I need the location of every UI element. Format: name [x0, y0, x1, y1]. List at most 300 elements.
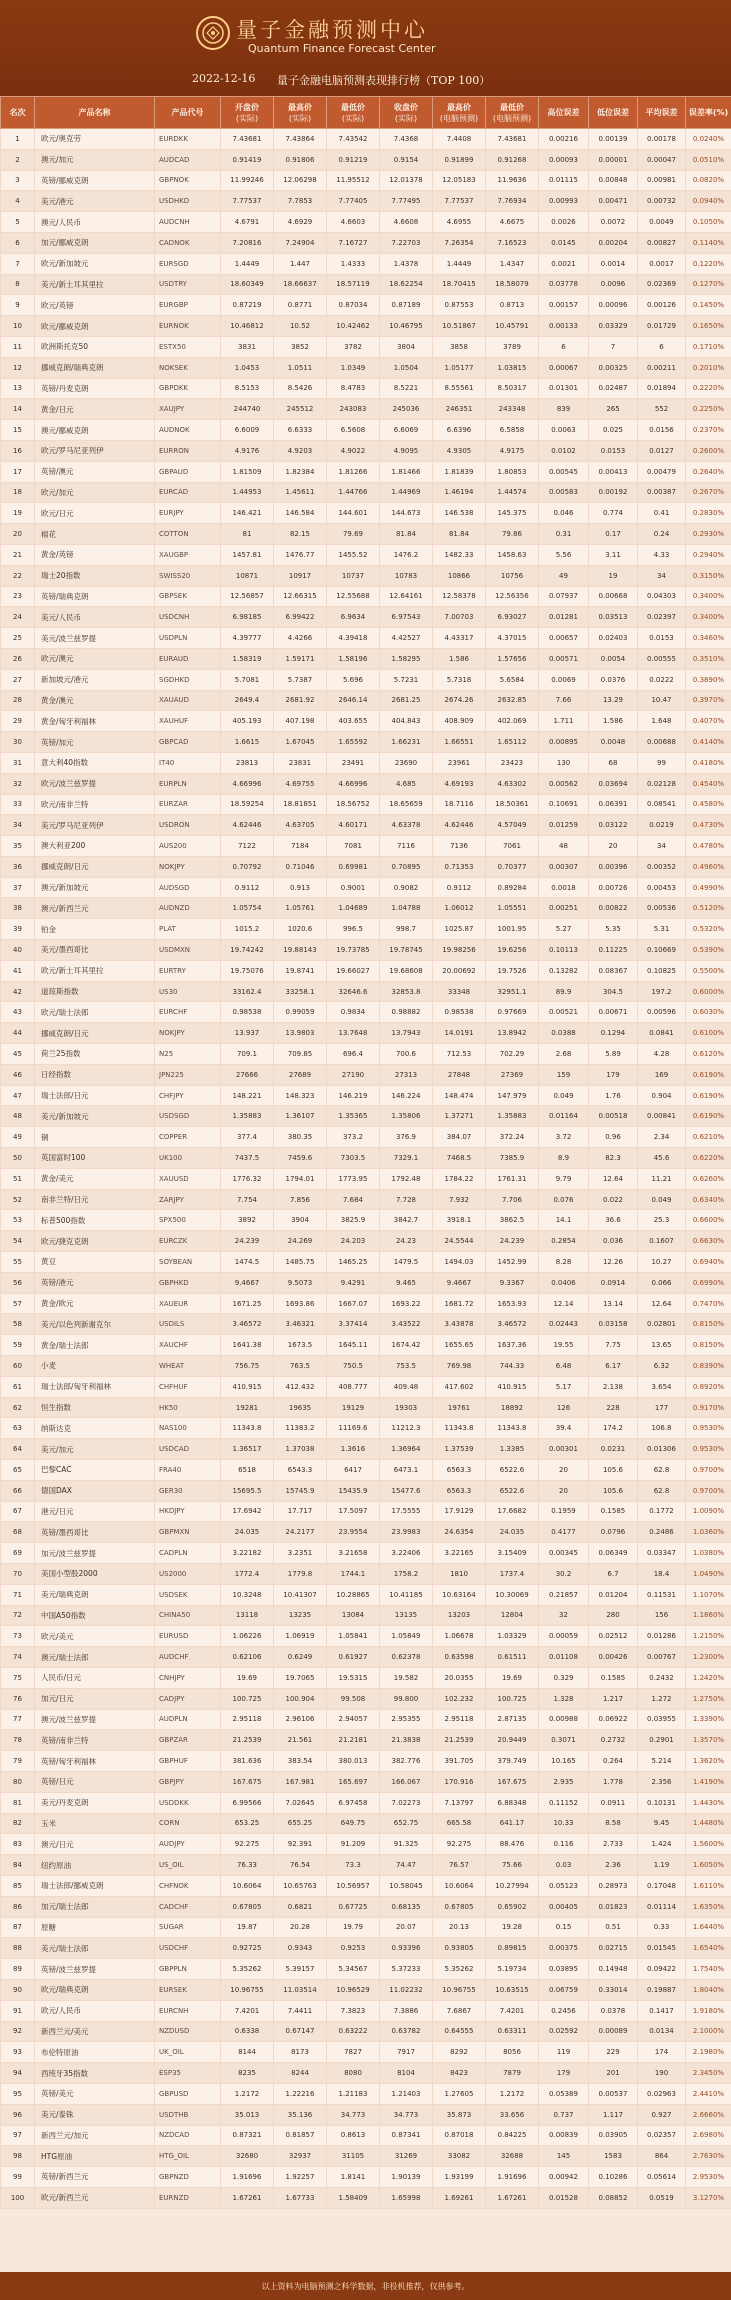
high-error-cell: 126 [539, 1397, 589, 1418]
open-cell: 0.62106 [221, 1647, 274, 1668]
open-cell: 377.4 [221, 1127, 274, 1148]
low-error-cell: 0.03905 [589, 2125, 638, 2146]
product-code-cell: CNHJPY [155, 1667, 221, 1688]
close-cell: 18.62254 [380, 274, 433, 295]
predicted-high-cell: 7136 [433, 836, 486, 857]
product-code-cell: ESTX50 [155, 336, 221, 357]
high-error-cell: 0.05389 [539, 2083, 589, 2104]
predicted-high-cell: 1.06012 [433, 898, 486, 919]
rank-cell: 39 [1, 919, 35, 940]
low-cell: 7827 [327, 2042, 380, 2063]
product-code-cell: EURDKK [155, 129, 221, 150]
table-row [1, 399, 731, 420]
predicted-low-cell: 19.69 [486, 1667, 539, 1688]
avg-error-cell: 0.02397 [638, 607, 686, 628]
rank-cell: 24 [1, 607, 35, 628]
product-name-cell: 英镑/新西兰元 [35, 2167, 155, 2188]
product-code-cell: AUDNOK [155, 420, 221, 441]
error-rate-cell: 0.1220% [686, 253, 731, 274]
product-code-cell: XAUGBP [155, 544, 221, 565]
rank-cell: 37 [1, 877, 35, 898]
product-name-cell: 澳大利亚200 [35, 836, 155, 857]
predicted-high-cell: 146.538 [433, 503, 486, 524]
predicted-high-cell: 10866 [433, 565, 486, 586]
rank-cell: 17 [1, 461, 35, 482]
open-cell: 1.44953 [221, 482, 274, 503]
close-cell: 3804 [380, 336, 433, 357]
high-error-cell: 0.01108 [539, 1647, 589, 1668]
open-cell: 4.66996 [221, 773, 274, 794]
predicted-high-cell: 27848 [433, 1064, 486, 1085]
high-error-cell: 0.00988 [539, 1709, 589, 1730]
predicted-high-cell: 76.57 [433, 1855, 486, 1876]
predicted-high-cell: 102.232 [433, 1688, 486, 1709]
high-cell: 0.913 [274, 877, 327, 898]
table-row [1, 648, 731, 669]
product-name-cell: 美元/墨西哥比 [35, 940, 155, 961]
predicted-high-cell: 8292 [433, 2042, 486, 2063]
high-error-cell: 20 [539, 1460, 589, 1481]
predicted-low-cell: 10756 [486, 565, 539, 586]
high-error-cell: 839 [539, 399, 589, 420]
high-error-cell: 2.68 [539, 1044, 589, 1065]
predicted-high-cell: 12.05183 [433, 170, 486, 191]
low-error-cell: 1.778 [589, 1771, 638, 1792]
predicted-high-cell: 1.37271 [433, 1106, 486, 1127]
low-cell: 1465.25 [327, 1252, 380, 1273]
avg-error-cell: 0.02128 [638, 773, 686, 794]
close-cell: 7.77495 [380, 191, 433, 212]
low-cell: 649.75 [327, 1813, 380, 1834]
product-code-cell: EURPLN [155, 773, 221, 794]
rank-cell: 6 [1, 232, 35, 253]
high-error-cell: 0.03778 [539, 274, 589, 295]
high-error-cell: 39.4 [539, 1418, 589, 1439]
disclaimer-footer: 以上资料为电脑预测之科学数据，非投机推荐，仅供参考。 [0, 2272, 731, 2300]
product-code-cell: US_OIL [155, 1855, 221, 1876]
low-cell: 403.655 [327, 711, 380, 732]
open-cell: 6518 [221, 1460, 274, 1481]
open-cell: 4.62446 [221, 815, 274, 836]
product-code-cell: GBPHKD [155, 1272, 221, 1293]
rank-cell: 89 [1, 1959, 35, 1980]
product-code-cell: XAUHUF [155, 711, 221, 732]
low-cell: 6.5608 [327, 420, 380, 441]
high-cell: 3.46321 [274, 1314, 327, 1335]
predicted-high-cell: 10.51867 [433, 316, 486, 337]
low-cell: 1.58196 [327, 648, 380, 669]
rank-cell: 64 [1, 1439, 35, 1460]
product-code-cell: NOKJPY [155, 856, 221, 877]
close-cell: 652.75 [380, 1813, 433, 1834]
low-cell: 144.601 [327, 503, 380, 524]
high-error-cell: 0.4177 [539, 1522, 589, 1543]
predicted-high-cell: 6.6396 [433, 420, 486, 441]
avg-error-cell: 0.00126 [638, 295, 686, 316]
open-cell: 81 [221, 524, 274, 545]
avg-error-cell: 0.01894 [638, 378, 686, 399]
avg-error-cell: 0.33 [638, 1917, 686, 1938]
rank-cell: 99 [1, 2167, 35, 2188]
avg-error-cell: 1.648 [638, 711, 686, 732]
table-row [1, 732, 731, 753]
low-error-cell: 0.022 [589, 1189, 638, 1210]
low-cell: 8.4783 [327, 378, 380, 399]
low-cell: 11.95512 [327, 170, 380, 191]
predicted-high-cell: 7.77537 [433, 191, 486, 212]
predicted-low-cell: 19.28 [486, 1917, 539, 1938]
predicted-low-cell: 0.70377 [486, 856, 539, 877]
predicted-high-cell: 0.67805 [433, 1896, 486, 1917]
low-cell: 0.8613 [327, 2125, 380, 2146]
product-name-cell: 美国小型股2000 [35, 1563, 155, 1584]
low-cell: 7.43542 [327, 129, 380, 150]
predicted-high-cell: 33348 [433, 981, 486, 1002]
predicted-high-cell: 24.6354 [433, 1522, 486, 1543]
table-row [1, 2021, 731, 2042]
close-cell: 700.6 [380, 1044, 433, 1065]
product-code-cell: EURAUD [155, 648, 221, 669]
high-cell: 0.8771 [274, 295, 327, 316]
product-name-cell: 加元/波兰兹罗提 [35, 1543, 155, 1564]
high-cell: 1476.77 [274, 544, 327, 565]
low-cell: 0.87034 [327, 295, 380, 316]
table-row [1, 420, 731, 441]
column-header-label: 产品名称 [78, 108, 111, 117]
low-error-cell: 0.1585 [589, 1501, 638, 1522]
avg-error-cell: 0.066 [638, 1272, 686, 1293]
close-cell: 34.773 [380, 2104, 433, 2125]
high-cell: 7.856 [274, 1189, 327, 1210]
predicted-high-cell: 408.909 [433, 711, 486, 732]
error-rate-cell: 0.2370% [686, 420, 731, 441]
close-cell: 1693.22 [380, 1293, 433, 1314]
close-cell: 245036 [380, 399, 433, 420]
high-cell: 0.91806 [274, 149, 327, 170]
close-cell: 2.95355 [380, 1709, 433, 1730]
predicted-high-cell: 12.58378 [433, 586, 486, 607]
high-error-cell: 1.328 [539, 1688, 589, 1709]
close-cell: 144.673 [380, 503, 433, 524]
open-cell: 0.87219 [221, 295, 274, 316]
high-cell: 0.9343 [274, 1938, 327, 1959]
rank-cell: 1 [1, 129, 35, 150]
high-cell: 5.39157 [274, 1959, 327, 1980]
product-code-cell: GBPNOK [155, 170, 221, 191]
close-cell: 0.87341 [380, 2125, 433, 2146]
predicted-low-cell: 9.3367 [486, 1272, 539, 1293]
high-cell: 4.6929 [274, 212, 327, 233]
low-error-cell: 0.0048 [589, 732, 638, 753]
column-header [589, 97, 638, 129]
product-name-cell: 德国DAX [35, 1480, 155, 1501]
product-name-cell: 恒生指数 [35, 1397, 155, 1418]
high-error-cell: 8.28 [539, 1252, 589, 1273]
predicted-low-cell: 18.58079 [486, 274, 539, 295]
high-error-cell: 0.00307 [539, 856, 589, 877]
avg-error-cell: 0.08541 [638, 794, 686, 815]
product-name-cell: 澳元/人民币 [35, 212, 155, 233]
rank-cell: 55 [1, 1252, 35, 1273]
product-name-cell: 加元/瑞士法郎 [35, 1896, 155, 1917]
table-row [1, 1938, 731, 1959]
avg-error-cell: 0.17048 [638, 1875, 686, 1896]
rank-cell: 49 [1, 1127, 35, 1148]
product-code-cell: GBPPLN [155, 1959, 221, 1980]
product-name-cell: 瑞士法郎/挪威克朗 [35, 1875, 155, 1896]
rank-cell: 59 [1, 1335, 35, 1356]
high-cell: 1.22216 [274, 2083, 327, 2104]
avg-error-cell: 156 [638, 1605, 686, 1626]
predicted-low-cell: 2632.85 [486, 690, 539, 711]
close-cell: 0.87189 [380, 295, 433, 316]
error-rate-cell: 0.3970% [686, 690, 731, 711]
open-cell: 5.7081 [221, 669, 274, 690]
error-rate-cell: 1.6050% [686, 1855, 731, 1876]
rank-cell: 54 [1, 1231, 35, 1252]
avg-error-cell: 62.8 [638, 1460, 686, 1481]
low-cell: 73.3 [327, 1855, 380, 1876]
high-cell: 0.6249 [274, 1647, 327, 1668]
predicted-low-cell: 19.7526 [486, 960, 539, 981]
predicted-low-cell: 379.749 [486, 1751, 539, 1772]
high-cell: 13235 [274, 1605, 327, 1626]
high-cell: 7.4411 [274, 2000, 327, 2021]
report-title-en: Quantum Finance Forecast Center [248, 42, 436, 55]
open-cell: 8144 [221, 2042, 274, 2063]
high-error-cell: 0.31 [539, 524, 589, 545]
close-cell: 10.58045 [380, 1875, 433, 1896]
product-name-cell: 澳元/日元 [35, 1834, 155, 1855]
avg-error-cell: 0.01545 [638, 1938, 686, 1959]
high-cell: 167.981 [274, 1771, 327, 1792]
product-code-cell: NZDUSD [155, 2021, 221, 2042]
table-row [1, 1376, 731, 1397]
product-code-cell: CADJPY [155, 1688, 221, 1709]
predicted-high-cell: 7.6867 [433, 2000, 486, 2021]
avg-error-cell: 10.47 [638, 690, 686, 711]
error-rate-cell: 1.4480% [686, 1813, 731, 1834]
open-cell: 3892 [221, 1210, 274, 1231]
rank-cell: 31 [1, 752, 35, 773]
low-error-cell: 0.00192 [589, 482, 638, 503]
error-rate-cell: 0.4140% [686, 732, 731, 753]
high-cell: 3904 [274, 1210, 327, 1231]
open-cell: 0.67805 [221, 1896, 274, 1917]
low-error-cell: 0.02403 [589, 628, 638, 649]
low-cell: 15435.9 [327, 1480, 380, 1501]
column-header-label: 产品代号 [171, 108, 204, 117]
open-cell: 0.92725 [221, 1938, 274, 1959]
open-cell: 1671.25 [221, 1293, 274, 1314]
low-cell: 1667.07 [327, 1293, 380, 1314]
low-error-cell: 7 [589, 336, 638, 357]
table-row [1, 2104, 731, 2125]
product-name-cell: 挪威克朗/瑞典克朗 [35, 357, 155, 378]
avg-error-cell: 34 [638, 565, 686, 586]
open-cell: 1.6615 [221, 732, 274, 753]
open-cell: 21.2539 [221, 1730, 274, 1751]
high-error-cell: 0.116 [539, 1834, 589, 1855]
low-error-cell: 0.264 [589, 1751, 638, 1772]
open-cell: 1.35883 [221, 1106, 274, 1127]
low-error-cell: 0.10286 [589, 2167, 638, 2188]
open-cell: 19.74242 [221, 940, 274, 961]
close-cell: 23690 [380, 752, 433, 773]
high-error-cell: 159 [539, 1064, 589, 1085]
error-rate-cell: 1.6110% [686, 1875, 731, 1896]
error-rate-cell: 3.1270% [686, 2187, 731, 2208]
avg-error-cell: 0.03955 [638, 1709, 686, 1730]
product-name-cell: 欧元/罗马尼亚列伊 [35, 440, 155, 461]
rank-cell: 46 [1, 1064, 35, 1085]
rank-cell: 53 [1, 1210, 35, 1231]
table-row [1, 524, 731, 545]
open-cell: 10.6064 [221, 1875, 274, 1896]
low-cell: 10.42462 [327, 316, 380, 337]
table-row [1, 607, 731, 628]
avg-error-cell: 11.21 [638, 1168, 686, 1189]
open-cell: 0.6338 [221, 2021, 274, 2042]
product-name-cell: 英镑/墨西哥比 [35, 1522, 155, 1543]
close-cell: 5.37233 [380, 1959, 433, 1980]
low-cell: 10.96529 [327, 1979, 380, 2000]
avg-error-cell: 190 [638, 2063, 686, 2084]
low-cell: 4.60171 [327, 815, 380, 836]
predicted-high-cell: 1.05177 [433, 357, 486, 378]
open-cell: 1457.81 [221, 544, 274, 565]
predicted-high-cell: 20.0355 [433, 1667, 486, 1688]
high-cell: 7.02645 [274, 1792, 327, 1813]
rank-cell: 58 [1, 1314, 35, 1335]
high-cell: 10917 [274, 565, 327, 586]
high-cell: 1779.8 [274, 1563, 327, 1584]
error-rate-cell: 2.9530% [686, 2167, 731, 2188]
error-rate-cell: 1.3620% [686, 1751, 731, 1772]
table-row [1, 960, 731, 981]
low-error-cell: 174.2 [589, 1418, 638, 1439]
low-error-cell: 0.00096 [589, 295, 638, 316]
low-cell: 19129 [327, 1397, 380, 1418]
avg-error-cell: 552 [638, 399, 686, 420]
product-code-cell: GBPUSD [155, 2083, 221, 2104]
predicted-low-cell: 1.4347 [486, 253, 539, 274]
rank-cell: 3 [1, 170, 35, 191]
error-rate-cell: 0.5500% [686, 960, 731, 981]
table-row [1, 482, 731, 503]
close-cell: 15477.6 [380, 1480, 433, 1501]
high-error-cell: 0.01259 [539, 815, 589, 836]
avg-error-cell: 0.10825 [638, 960, 686, 981]
table-row [1, 212, 731, 233]
predicted-low-cell: 167.675 [486, 1771, 539, 1792]
low-cell: 6.97458 [327, 1792, 380, 1813]
high-cell: 1.45611 [274, 482, 327, 503]
predicted-high-cell: 24.5544 [433, 1231, 486, 1252]
close-cell: 19.78745 [380, 940, 433, 961]
high-cell: 0.99059 [274, 1002, 327, 1023]
predicted-low-cell: 10.63515 [486, 1979, 539, 2000]
low-error-cell: 0.00518 [589, 1106, 638, 1127]
high-error-cell: 0.0026 [539, 212, 589, 233]
close-cell: 0.63782 [380, 2021, 433, 2042]
low-error-cell: 0.96 [589, 1127, 638, 1148]
error-rate-cell: 1.2300% [686, 1647, 731, 1668]
low-error-cell: 0.03158 [589, 1314, 638, 1335]
low-error-cell: 6.7 [589, 1563, 638, 1584]
predicted-high-cell: 4.9305 [433, 440, 486, 461]
low-cell: 12.55688 [327, 586, 380, 607]
low-cell: 1.04689 [327, 898, 380, 919]
low-error-cell: 0.11225 [589, 940, 638, 961]
predicted-low-cell: 0.89815 [486, 1938, 539, 1959]
rank-cell: 88 [1, 1938, 35, 1959]
predicted-low-cell: 18892 [486, 1397, 539, 1418]
product-name-cell: 黄金/瑞士法郎 [35, 1335, 155, 1356]
avg-error-cell: 0.00981 [638, 170, 686, 191]
avg-error-cell: 10.27 [638, 1252, 686, 1273]
avg-error-cell: 0.0153 [638, 628, 686, 649]
column-header [221, 97, 274, 129]
product-name-cell: 美元/瑞典克朗 [35, 1584, 155, 1605]
predicted-low-cell: 10.27994 [486, 1875, 539, 1896]
error-rate-cell: 1.9180% [686, 2000, 731, 2021]
error-rate-cell: 2.7630% [686, 2146, 731, 2167]
open-cell: 0.87321 [221, 2125, 274, 2146]
high-error-cell: 1.711 [539, 711, 589, 732]
table-row [1, 2083, 731, 2104]
product-code-cell: EURZAR [155, 794, 221, 815]
error-rate-cell: 0.1650% [686, 316, 731, 337]
product-name-cell: 黄金/英镑 [35, 544, 155, 565]
predicted-low-cell: 3.15409 [486, 1543, 539, 1564]
low-error-cell: 0.00089 [589, 2021, 638, 2042]
rank-cell: 62 [1, 1397, 35, 1418]
open-cell: 10.3248 [221, 1584, 274, 1605]
avg-error-cell: 0.00841 [638, 1106, 686, 1127]
avg-error-cell: 0.00827 [638, 232, 686, 253]
predicted-high-cell: 21.2539 [433, 1730, 486, 1751]
high-error-cell: 0.737 [539, 2104, 589, 2125]
table-row [1, 1085, 731, 1106]
low-error-cell: 0.0153 [589, 440, 638, 461]
product-code-cell: USDHKD [155, 191, 221, 212]
rank-cell: 45 [1, 1044, 35, 1065]
product-code-cell: AUDCNH [155, 212, 221, 233]
predicted-high-cell: 665.58 [433, 1813, 486, 1834]
low-error-cell: 0.0376 [589, 669, 638, 690]
column-header [1, 97, 35, 129]
table-row [1, 1771, 731, 1792]
avg-error-cell: 5.214 [638, 1751, 686, 1772]
rank-cell: 42 [1, 981, 35, 1002]
open-cell: 148.221 [221, 1085, 274, 1106]
high-error-cell: 0.10691 [539, 794, 589, 815]
rank-cell: 13 [1, 378, 35, 399]
high-error-cell: 0.0145 [539, 232, 589, 253]
high-cell: 35.136 [274, 2104, 327, 2125]
low-error-cell: 0.14948 [589, 1959, 638, 1980]
low-cell: 2646.14 [327, 690, 380, 711]
predicted-low-cell: 7.16523 [486, 232, 539, 253]
product-code-cell: USDCNH [155, 607, 221, 628]
rank-cell: 86 [1, 1896, 35, 1917]
error-rate-cell: 0.2830% [686, 503, 731, 524]
open-cell: 32680 [221, 2146, 274, 2167]
predicted-high-cell: 5.7318 [433, 669, 486, 690]
error-rate-cell: 0.9530% [686, 1418, 731, 1439]
product-code-cell: GBPSEK [155, 586, 221, 607]
